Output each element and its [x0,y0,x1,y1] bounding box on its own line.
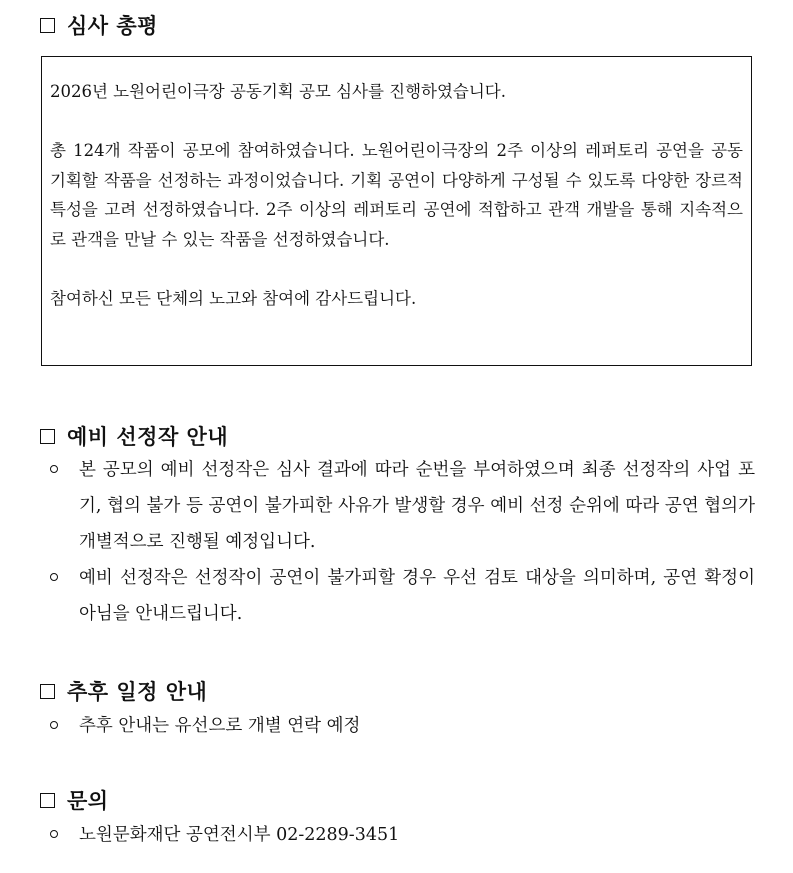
circle-bullet-icon [50,573,58,581]
list-item-text: 본 공모의 예비 선정작은 심사 결과에 따라 순번을 부여하였으며 최종 선정작의 사업 포기, 협의 불가 등 공연이 불가피한 사유가 발생할 경우 예비 선정 순위에 따라 공연 협의가 개별적으로 진행될 예정입니다. [79,460,755,552]
checkbox-square-icon [40,18,55,33]
review-paragraph: 참여하신 모든 단체의 노고와 참여에 감사드립니다. [50,289,417,309]
review-paragraph: 총 124개 작품이 공모에 참여하였습니다. 노원어린이극장의 2주 이상의 레퍼토리 공연을 공동 기획할 작품을 선정하는 과정이었습니다. 기획 공연이 다양하게 구성될 수 있도록 다양한 장르적 특성을 고려 선정하였습니다. 2주 이상의 레퍼토리 공연에 적합하고 관객 개발을 통해 지속적으로 관객을 만날 수 있는 작품을 선정하였습니다. [50,141,743,249]
list-item [50,708,755,744]
section-heading-review [40,10,158,40]
list-item-text: 예비 선정작은 선정작이 공연이 불가피할 경우 우선 검토 대상을 의미하며, 공연 확정이 아님을 안내드립니다. [79,568,755,624]
section-title-contact: 문의 [67,789,109,813]
section-heading-preliminary [40,421,228,451]
section-title-review: 심사 총평 [67,14,158,38]
circle-bullet-icon [50,830,58,838]
list-item [50,560,755,632]
circle-bullet-icon [50,721,58,729]
contact-list [50,817,755,853]
list-item [50,817,755,853]
section-title-preliminary: 예비 선정작 안내 [67,425,229,449]
list-item-text: 노원문화재단 공연전시부 02-2289-3451 [79,825,400,845]
review-summary-box [41,56,752,366]
checkbox-square-icon [40,429,55,444]
circle-bullet-icon [50,465,58,473]
section-heading-schedule [40,676,207,706]
checkbox-square-icon [40,793,55,808]
section-heading-contact [40,785,109,815]
list-item-text: 추후 안내는 유선으로 개별 연락 예정 [79,716,361,736]
section-title-schedule: 추후 일정 안내 [67,680,208,704]
preliminary-list [50,452,755,632]
review-paragraph: 2026년 노원어린이극장 공동기획 공모 심사를 진행하였습니다. [50,82,506,101]
list-item [50,452,755,560]
checkbox-square-icon [40,684,55,699]
schedule-list [50,708,755,744]
